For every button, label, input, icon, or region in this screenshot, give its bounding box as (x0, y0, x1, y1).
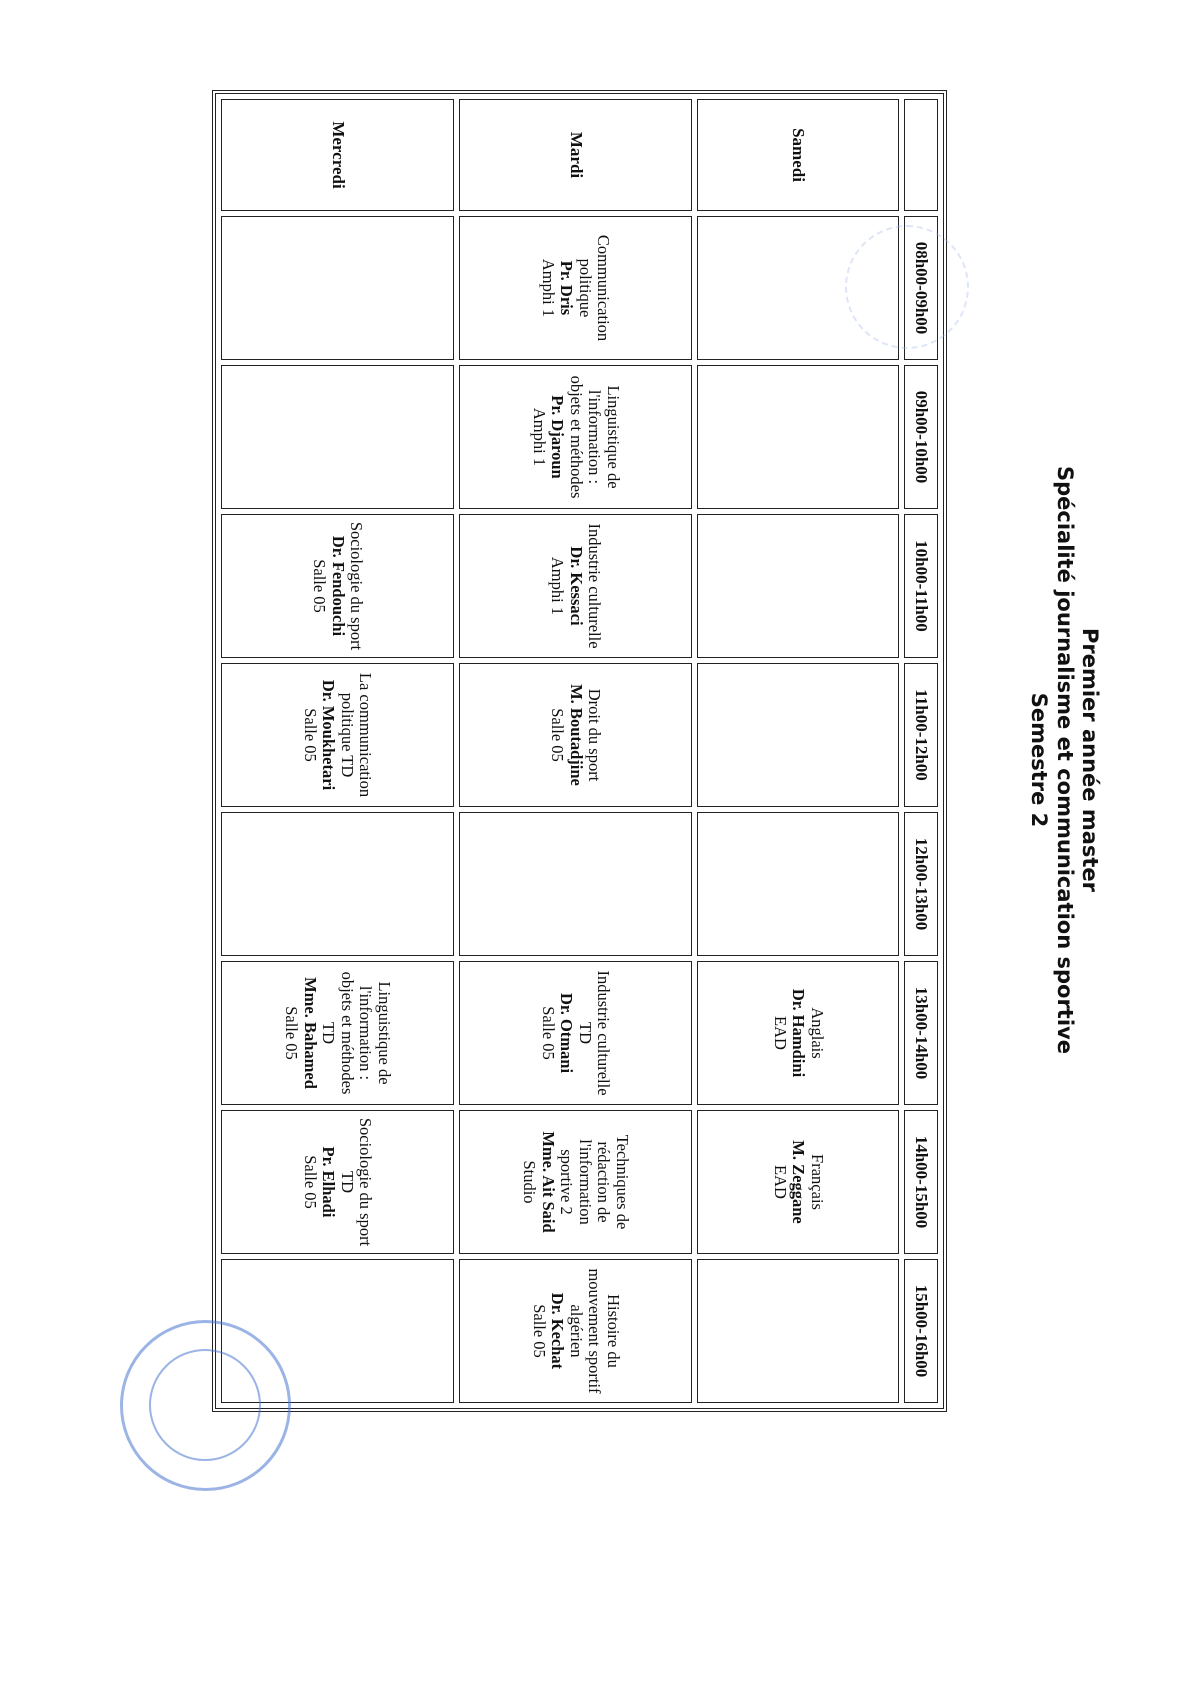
professor-name: M. Boutadjine (566, 684, 586, 786)
course-cell (697, 365, 899, 509)
time-slot: 09h00-10h00 (904, 365, 938, 509)
room-name: Salle 05 (301, 1155, 320, 1209)
course-cell (221, 812, 454, 956)
professor-name: Dr. Kessaci (566, 546, 586, 626)
room-name: Salle 05 (529, 1304, 549, 1358)
course-cell (697, 663, 899, 807)
professor-name: Dr. Hamdini (789, 988, 809, 1078)
room-name: Salle 05 (548, 708, 568, 762)
course-cell (459, 663, 692, 807)
time-slot: 10h00-11h00 (904, 514, 938, 658)
title-level: Premier année master (1078, 627, 1102, 893)
professor-name: M. Zeggane (789, 1140, 809, 1224)
professor-name: Pr. Djaroun (548, 395, 568, 479)
time-slot: 14h00-15h00 (904, 1110, 938, 1254)
day-label: Samedi (697, 99, 899, 211)
course-name: Français (807, 1154, 827, 1210)
corner-cell (904, 99, 938, 211)
course-cell (459, 216, 692, 360)
course-cell (459, 365, 692, 509)
room-name: Salle 05 (282, 1006, 302, 1060)
day-row (221, 99, 454, 1403)
course-cell (221, 514, 454, 658)
course-cell (697, 514, 899, 658)
timetable (212, 90, 947, 1412)
time-slot: 15h00-16h00 (904, 1259, 938, 1403)
course-name: Anglais (807, 1007, 827, 1059)
course-cell (697, 961, 899, 1105)
room-name: Amphi 1 (539, 258, 558, 318)
room-name: EAD (770, 1016, 790, 1050)
day-row (459, 99, 692, 1403)
institution-stamp (120, 1320, 291, 1491)
course-cell (459, 1110, 692, 1254)
course-name: Techniques de rédaction de l'information sportive 2 (557, 1134, 632, 1230)
professor-name: Dr. Kechat (548, 1292, 568, 1370)
course-cell (697, 1110, 899, 1254)
room-name: Salle 05 (539, 1006, 558, 1060)
course-name: Industrie culturelle (585, 523, 605, 649)
course-name: Sociologie du sport TD (338, 1117, 376, 1247)
course-name: Linguistique de l'information : objets et méthodes (566, 375, 623, 499)
time-slot: 11h00-12h00 (904, 663, 938, 807)
room-name: Salle 05 (301, 708, 320, 762)
course-name: Linguistique de l'information : objets et méthodes TD (319, 971, 394, 1095)
day-label: Mardi (459, 99, 692, 211)
course-name: Industrie culturelle TD (576, 970, 614, 1096)
room-name: Salle 05 (310, 559, 330, 613)
faint-stamp (845, 225, 969, 349)
course-cell (221, 961, 454, 1105)
room-name: Amphi 1 (529, 407, 549, 467)
course-cell (459, 812, 692, 956)
course-name: Communication politique (576, 234, 614, 342)
course-cell (459, 514, 692, 658)
course-cell (221, 663, 454, 807)
room-name: Amphi 1 (548, 556, 568, 616)
course-cell (459, 961, 692, 1105)
day-label: Mercredi (221, 99, 454, 211)
professor-name: Mme. Bahamed (301, 977, 320, 1089)
time-slot: 12h00-13h00 (904, 812, 938, 956)
professor-name: Dr. Moukhetari (319, 679, 339, 791)
course-cell (459, 1259, 692, 1403)
room-name: Studio (520, 1160, 540, 1204)
course-cell (221, 365, 454, 509)
course-name: Droit du sport (585, 688, 605, 782)
title-semester: Semestre 2 (1027, 692, 1051, 828)
professor-name: Pr. Dris (557, 260, 577, 316)
professor-name: Dr. Otmani (557, 992, 577, 1074)
course-cell (697, 1259, 899, 1403)
course-cell (697, 812, 899, 956)
professor-name: Mme. Ait Said (539, 1131, 558, 1233)
course-name: Sociologie du sport (347, 521, 367, 651)
title-specialty: Spécialité journalisme et communication sportive (1053, 466, 1077, 1054)
course-name: Histoire du mouvement sportif algérien (566, 1268, 623, 1394)
professor-name: Dr. Fendouchi (328, 535, 348, 637)
time-slot: 13h00-14h00 (904, 961, 938, 1105)
course-name: La communication politique TD (338, 672, 376, 798)
course-cell (221, 216, 454, 360)
professor-name: Pr. Elhadi (319, 1146, 339, 1218)
room-name: EAD (770, 1165, 790, 1199)
course-cell (221, 1110, 454, 1254)
time-slot: 08h00-09h00 (904, 216, 938, 360)
